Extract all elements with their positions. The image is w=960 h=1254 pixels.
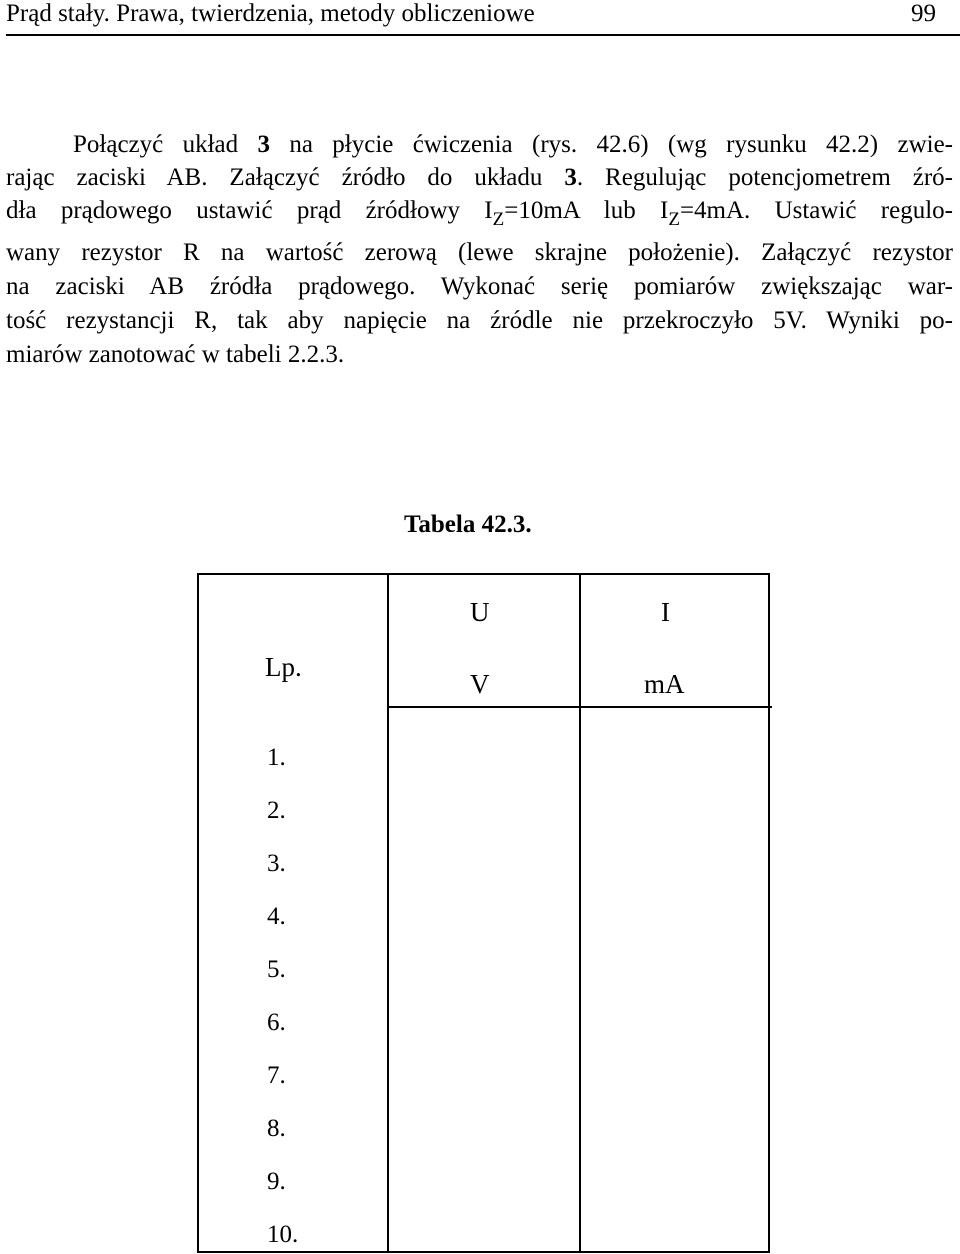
paragraph-line-5: na zaciski AB źródła prądowego. Wykonać serię pomiarów zwiększając war- xyxy=(6,273,953,300)
instruction-paragraph xyxy=(0,0,960,400)
text-run: na płycie ćwiczenia (rys. 42.6) (wg rysunku 42.2) zwie- xyxy=(269,131,953,158)
text-run: dła prądowego ustawić prąd źródłowy I xyxy=(6,197,493,224)
column-unit-u: V xyxy=(470,669,490,699)
row-number: 10. xyxy=(267,1221,299,1248)
row-number: 6. xyxy=(267,1009,286,1036)
row-number: 4. xyxy=(267,903,286,930)
paragraph-line-6: tość rezystancji R, tak aby napięcie na źródle nie przekroczyło 5V. Wyniki po- xyxy=(6,307,953,334)
row-number: 7. xyxy=(267,1062,286,1089)
subscript: Z xyxy=(492,209,505,230)
column-header-lp: Lp. xyxy=(265,652,302,682)
text-run: rając zaciski AB. Załączyć źródło do układu xyxy=(6,164,565,191)
header-divider xyxy=(387,706,772,708)
text-run: =10mA lub I xyxy=(504,197,669,224)
column-unit-i: mA xyxy=(644,669,685,699)
bold-text: 3 xyxy=(564,164,577,191)
subscript: Z xyxy=(668,209,680,230)
column-header-u: U xyxy=(470,597,490,627)
text-run: . Regulując potencjometrem źró- xyxy=(576,164,953,191)
paragraph-line-1 xyxy=(73,130,953,160)
text-run: Połączyć układ xyxy=(73,131,258,158)
row-number: 8. xyxy=(267,1115,286,1142)
row-number: 5. xyxy=(267,956,286,983)
table-caption: Tabela 42.3. xyxy=(404,511,532,538)
measurement-table xyxy=(197,573,770,1253)
paragraph-line-4: wany rezystor R na wartość zerową (lewe skrajne położenie). Załączyć rezystor xyxy=(6,239,953,266)
row-number: 9. xyxy=(267,1168,286,1195)
paragraph-line-2 xyxy=(6,163,953,193)
row-number: 2. xyxy=(267,797,286,824)
row-number: 1. xyxy=(267,744,286,771)
page-number: 99 xyxy=(911,0,936,27)
running-title: Prąd stały. Prawa, twierdzenia, metody obliczeniowe xyxy=(6,0,535,27)
paragraph-line-3 xyxy=(6,196,953,228)
bold-text: 3 xyxy=(257,131,270,158)
column-header-i: I xyxy=(661,597,670,627)
row-number: 3. xyxy=(267,850,286,877)
table-divider xyxy=(579,573,581,1253)
table-divider xyxy=(387,573,389,1253)
paragraph-line-7: miarów zanotować w tabeli 2.2.3. xyxy=(6,341,345,368)
text-run: =4mA. Ustawić regulo- xyxy=(679,197,953,224)
